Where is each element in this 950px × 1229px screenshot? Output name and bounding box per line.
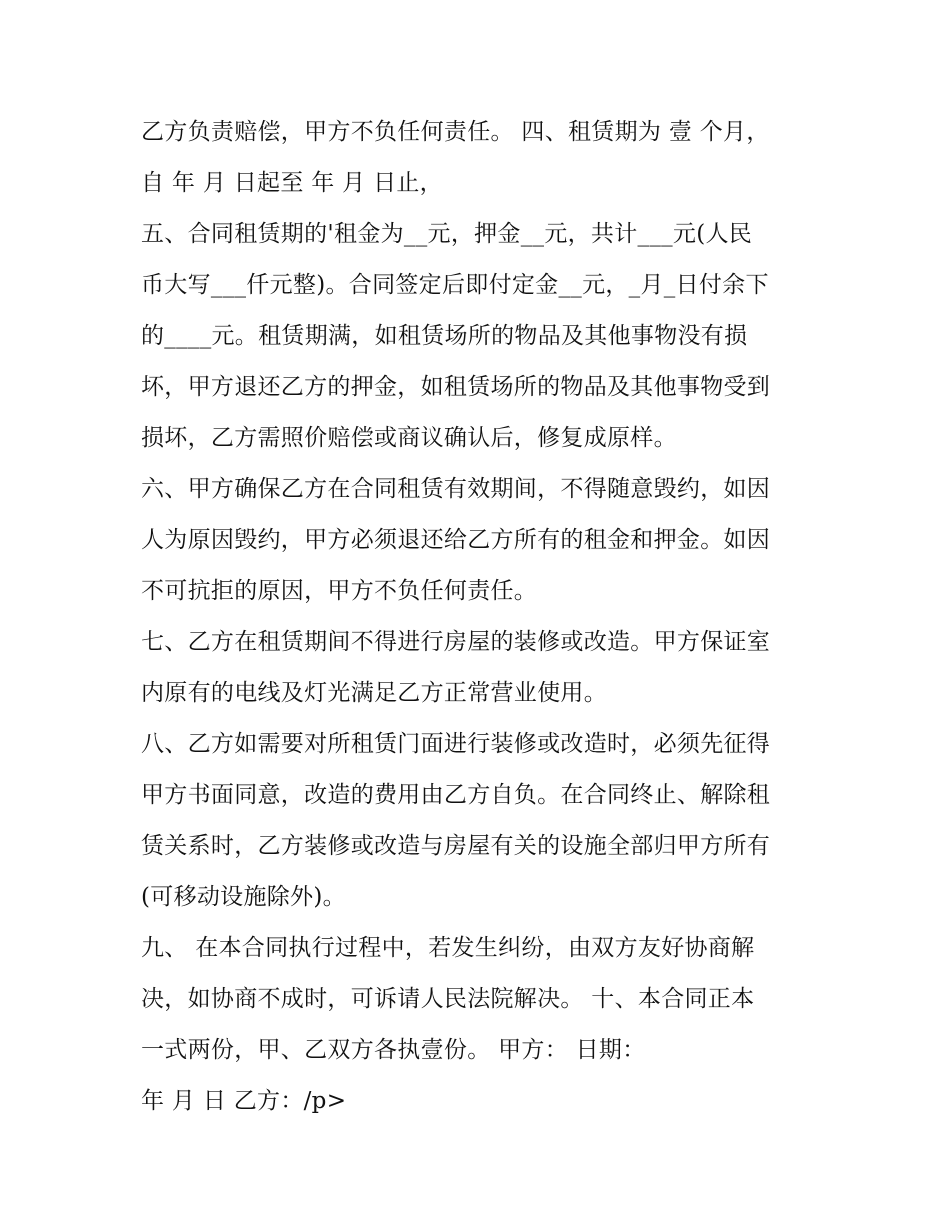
text-line: 人为原因毁约，甲方必须退还给乙方所有的租金和押金。如因 bbox=[141, 527, 771, 553]
text-line: 五、合同租赁期的'租金为__元，押金__元，共计___元(人民 bbox=[141, 221, 753, 247]
text-line: 一式两份，甲、乙双方各执壹份。 甲方： 日期： bbox=[141, 1037, 646, 1063]
text-line: 八、乙方如需要对所租赁门面进行装修或改造时，必须先征得 bbox=[141, 731, 771, 757]
text-line: 损坏，乙方需照价赔偿或商议确认后，修复成原样。 bbox=[141, 425, 677, 451]
contract-body bbox=[141, 107, 821, 1127]
text-line: 不可抗拒的原因，甲方不负任何责任。 bbox=[141, 578, 538, 604]
text-line: 内原有的电线及灯光满足乙方正常营业使用。 bbox=[141, 680, 607, 706]
text-line: 自 年 月 日起至 年 月 日止， bbox=[141, 170, 443, 196]
text-line: 七、乙方在租赁期间不得进行房屋的装修或改造。甲方保证室 bbox=[141, 629, 771, 655]
text-line: 甲方书面同意，改造的费用由乙方自负。在合同终止、解除租 bbox=[141, 782, 771, 808]
text-line: 乙方负责赔偿，甲方不负任何责任。 四、租赁期为 壹 个月， bbox=[141, 119, 770, 145]
text-line: 的____元。租赁期满，如租赁场所的物品及其他事物没有损 bbox=[141, 323, 748, 349]
text-line: 年 月 日 乙方：/p> bbox=[141, 1088, 347, 1114]
text-line: 坏，甲方退还乙方的押金，如租赁场所的物品及其他事物受到 bbox=[141, 374, 771, 400]
text-line: 决，如协商不成时，可诉请人民法院解决。 十、本合同正本 bbox=[141, 986, 755, 1012]
text-line: 赁关系时，乙方装修或改造与房屋有关的设施全部归甲方所有 bbox=[141, 833, 771, 859]
text-line: (可移动设施除外)。 bbox=[141, 884, 346, 910]
text-line: 六、甲方确保乙方在合同租赁有效期间，不得随意毁约，如因 bbox=[141, 476, 771, 502]
text-line: 币大写___仟元整)。合同签定后即付定金__元，_月_日付余下 bbox=[141, 272, 769, 298]
text-line: 九、 在本合同执行过程中，若发生纠纷，由双方友好协商解 bbox=[141, 935, 755, 961]
